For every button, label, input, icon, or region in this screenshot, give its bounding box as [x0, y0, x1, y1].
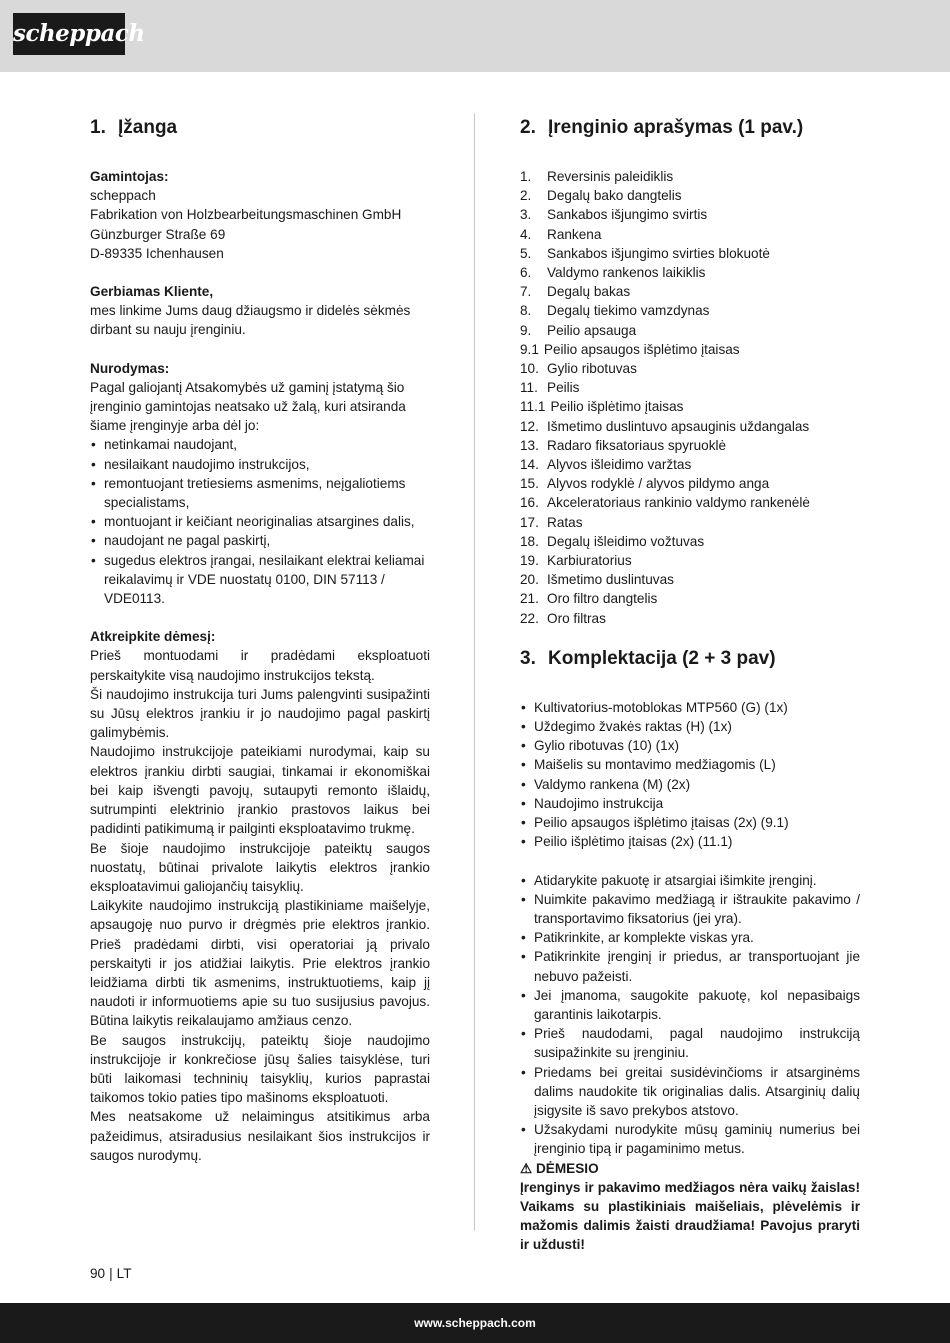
warning-text: Įrenginys ir pakavimo medžiagos nėra vaikų žaislas! Vaikams su plastikiniais maišeliais, plėvelėmis ir mažomis dalimis žaisti draudžiama! Pavojus praryti ir uždusti! — [520, 1179, 860, 1253]
part-item — [520, 474, 860, 493]
part-label: Karbiuratorius — [547, 553, 632, 569]
part-number: 21. — [520, 591, 539, 607]
manufacturer-line: Fabrikation von Holzbearbeitungsmaschinen GmbH — [90, 207, 402, 223]
part-label: Reversinis paleidiklis — [547, 169, 674, 184]
part-label: Degalų išleidimo vožtuvas — [547, 533, 705, 549]
page-footer-label — [90, 1266, 132, 1281]
part-item — [520, 205, 860, 224]
part-number: 10. — [520, 361, 539, 377]
part-number: 20. — [520, 572, 539, 588]
part-label: Peilio išplėtimo įtaisas — [550, 399, 684, 415]
part-label: Degalų bakas — [547, 284, 631, 300]
part-label: Peilis — [547, 380, 580, 396]
section-1-heading — [90, 116, 430, 140]
part-number: 13. — [520, 437, 539, 453]
client-text: mes linkime Jums daug džiaugsmo ir didelės sėkmės dirbant su nauju įrenginiu. — [90, 303, 411, 338]
section-2-heading — [520, 116, 860, 140]
part-item — [520, 225, 860, 244]
part-item — [520, 378, 860, 397]
page-header — [0, 0, 950, 72]
part-label: Rankena — [547, 226, 602, 242]
part-number: 11.1 — [520, 399, 546, 415]
list-item: • Užsakydami nurodykite mūsų gaminių numerius bei įrenginio tipą ir pagaminimo metus. — [520, 1120, 860, 1158]
note-title: Nurodymas: — [90, 360, 170, 376]
list-item: • Naudojimo instrukcija — [520, 794, 860, 813]
client-title: Gerbiamas Kliente, — [90, 284, 214, 300]
manufacturer-line: Günzburger Straße 69 — [90, 226, 226, 242]
part-item — [520, 359, 860, 378]
scheppach-logo: scheppach — [13, 13, 125, 55]
part-label: Valdymo rankenos laikiklis — [547, 265, 706, 281]
page-number: 90 — [90, 1266, 106, 1281]
list-item: • nesilaikant naudojimo instrukcijos, — [90, 455, 430, 474]
list-item: • Patikrinkite įrenginį ir priedus, ar transportuojant jie nebuvo pažeisti. — [520, 947, 860, 985]
kit-list — [520, 698, 860, 852]
part-number: 4. — [520, 226, 532, 242]
part-label: Peilio apsauga — [547, 322, 637, 338]
section-number: 2. — [520, 117, 536, 138]
section-title: Įžanga — [118, 117, 178, 138]
list-item: • Valdymo rankena (M) (2x) — [520, 775, 860, 794]
note-bullet-list — [90, 435, 430, 608]
part-item — [520, 551, 860, 570]
part-item — [520, 321, 860, 340]
list-item: • netinkamai naudojant, — [90, 435, 430, 454]
column-divider — [474, 113, 475, 1231]
part-item — [520, 186, 860, 205]
part-label: Degalų tiekimo vamzdynas — [547, 303, 710, 319]
part-number: 19. — [520, 553, 539, 569]
list-item: • Gylio ribotuvas (10) (1x) — [520, 736, 860, 755]
part-number: 14. — [520, 457, 539, 473]
section-number: 3. — [520, 647, 536, 669]
attention-block — [90, 627, 430, 1165]
part-item — [520, 263, 860, 282]
section-3-heading — [520, 647, 860, 671]
part-label: Ratas — [547, 514, 583, 530]
list-item: • naudojant ne pagal paskirtį, — [90, 531, 430, 550]
part-item — [520, 589, 860, 608]
part-label: Oro filtro dangtelis — [547, 591, 658, 607]
paragraph: Be šioje naudojimo instrukcijoje pateiktų saugos nuostatų, būtinai privalote laikytis elektros įrankio eksploatavimui galiojančių taisyklių. — [90, 840, 430, 894]
part-item — [520, 532, 860, 551]
list-item: • Prieš naudodami, pagal naudojimo instrukciją susipažinkite su įrenginiu. — [520, 1024, 860, 1062]
paragraph: Ši naudojimo instrukcija turi Jums palengvinti susipažinti su Jūsų elektros įrankiu ir jo naudojimo pagal paskirtį galimybėmis. — [90, 686, 430, 741]
part-label: Akceleratoriaus rankinio valdymo rankenėlė — [547, 495, 810, 511]
manufacturer-line: D-89335 Ichenhausen — [90, 245, 224, 261]
part-item — [520, 397, 860, 416]
list-item: • Peilio apsaugos išplėtimo įtaisas (2x) (9.1) — [520, 813, 860, 832]
note-block — [90, 359, 430, 609]
client-block — [90, 282, 430, 340]
part-item — [520, 244, 860, 263]
part-number: 5. — [520, 245, 532, 261]
part-number: 16. — [520, 495, 539, 511]
part-label: Oro filtras — [547, 610, 606, 626]
paragraph: Laikykite naudojimo instrukciją plastikiniame maišelyje, apsaugoję nuo purvo ir drėgmės prie elektros įrankio. Prieš pradėdami dirbti, visi operatoriai ją privalo perskaityti ir jos atidžiai laikytis. Prie elektros įrankio leidžiama dirbti tik asmenims, instruktuotiems, kaip jį naudoti ir informuotiems apie su tuo susijusius pavojus. Būtina laikytis reikalaujamo amžiaus cenzo. — [90, 898, 430, 1029]
part-number: 11. — [520, 380, 538, 396]
paragraph: Mes neatsakome už nelaimingus atsitikimus arba pažeidimus, atsiradusius nesilaikant šios instrukcijos ir saugos nurodymų. — [90, 1109, 430, 1163]
paragraph: Naudojimo instrukcijoje pateikiami nurodymai, kaip su elektros įrankiu dirbti saugiai, tinkamai ir ekonomiškai bei kaip išvengti pavojų, sutaupyti remonto išlaidų, sutrumpinti elektrinio įrankio prastovos laikus bei padidinti patikimumą ir pailginti eksploatavimo trukmę. — [90, 744, 430, 837]
part-label: Sankabos išjungimo svirties blokuotė — [547, 245, 770, 261]
spacer — [520, 852, 860, 871]
part-number: 2. — [520, 188, 532, 204]
left-column — [90, 116, 430, 1165]
list-item: • Uždegimo žvakės raktas (H) (1x) — [520, 717, 860, 736]
warning-title: DĖMESIO — [535, 1160, 599, 1176]
section-title: Komplektacija (2 + 3 pav) — [548, 647, 776, 669]
part-item — [520, 301, 860, 320]
part-number: 8. — [520, 303, 532, 319]
manufacturer-block — [90, 167, 430, 263]
part-number: 9.1 — [520, 341, 539, 357]
warning-heading — [520, 1159, 860, 1178]
part-label: Sankabos išjungimo svirtis — [547, 207, 708, 223]
part-item — [520, 513, 860, 532]
paragraph: Prieš montuodami ir pradėdami eksploatuoti perskaitykite visą naudojimo instrukcijos tekstą. — [90, 648, 430, 683]
section-title: Įrenginio aprašymas (1 pav.) — [548, 117, 804, 138]
part-item — [520, 493, 860, 512]
attention-title: Atkreipkite dėmesį: — [90, 629, 216, 645]
part-label: Gylio ribotuvas — [547, 361, 637, 377]
list-item: • Priedams bei greitai susidėvinčioms ir atsarginėms dalims naudokite tik originalias dalis. Atsarginių dalių įsigysite iš savo prekybos atstovo. — [520, 1063, 860, 1121]
part-number: 12. — [520, 418, 539, 434]
website-link[interactable]: www.scheppach.com — [414, 1316, 536, 1330]
part-label: Išmetimo duslintuvas — [547, 572, 674, 588]
part-label: Išmetimo duslintuvo apsauginis uždangalas — [547, 418, 810, 434]
part-label: Alyvos rodyklė / alyvos pildymo anga — [547, 476, 770, 492]
part-label: Alyvos išleidimo varžtas — [547, 457, 692, 473]
part-item — [520, 455, 860, 474]
list-item: • sugedus elektros įrangai, nesilaikant elektrai keliamai reikalavimų ir VDE nuostatų 0100, DIN 57113 / VDE0113. — [90, 551, 430, 609]
list-item: • Jei įmanoma, saugokite pakuotę, kol nepasibaigs garantinis laikotarpis. — [520, 986, 860, 1024]
page-footer — [0, 1303, 950, 1343]
list-item: • montuojant ir keičiant neoriginalias atsargines dalis, — [90, 512, 430, 531]
part-label: Peilio apsaugos išplėtimo įtaisas — [543, 341, 740, 357]
part-item — [520, 167, 860, 186]
separator: | — [109, 1266, 113, 1281]
warning-icon: ⚠ — [520, 1160, 533, 1176]
list-item: • Patikrinkite, ar komplekte viskas yra. — [520, 928, 860, 947]
part-number: 3. — [520, 207, 532, 223]
list-item: • Maišelis su montavimo medžiagomis (L) — [520, 755, 860, 774]
list-item: • Kultivatorius-motoblokas MTP560 (G) (1x) — [520, 698, 860, 717]
parts-list — [520, 167, 860, 628]
part-item — [520, 570, 860, 589]
part-number: 1. — [520, 169, 532, 184]
list-item: • remontuojant tretiesiems asmenims, neįgaliotiems specialistams, — [90, 474, 430, 512]
steps-list — [520, 871, 860, 1159]
section-number: 1. — [90, 117, 106, 138]
part-label: Radaro fiksatoriaus spyruoklė — [547, 437, 727, 453]
part-number: 6. — [520, 265, 532, 281]
part-item — [520, 282, 860, 301]
list-item: • Peilio išplėtimo įtaisas (2x) (11.1) — [520, 832, 860, 851]
part-number: 22. — [520, 610, 539, 626]
part-item — [520, 609, 860, 628]
manufacturer-line: scheppach — [90, 188, 156, 204]
part-item — [520, 340, 860, 359]
note-text: Pagal galiojantį Atsakomybės už gaminį įstatymą šio įrenginio gamintojas neatsako už žalą, kuri atsiranda šiame įrenginyje arba dėl jo: — [90, 379, 406, 434]
part-number: 9. — [520, 322, 532, 338]
paragraph: Be saugos instrukcijų, pateiktų šioje naudojimo instrukcijoje ir konkrečiose jūsų šalies taisyklėse, turi būti laikomasi techninių taisyklių, kurios paprastai taikomos tokio paties tipo mašinoms eksploatuoti. — [90, 1032, 430, 1106]
part-item — [520, 436, 860, 455]
part-number: 7. — [520, 284, 532, 300]
list-item: • Atidarykite pakuotę ir atsargiai išimkite įrenginį. — [520, 871, 860, 890]
part-number: 17. — [520, 514, 539, 530]
manufacturer-title: Gamintojas: — [90, 169, 169, 184]
part-number: 18. — [520, 533, 539, 549]
language-code: LT — [116, 1266, 132, 1281]
list-item: • Nuimkite pakavimo medžiagą ir ištraukite pakavimo / transportavimo fiksatorius (jei yra). — [520, 890, 860, 928]
part-label: Degalų bako dangtelis — [547, 188, 682, 204]
right-column — [520, 116, 860, 1255]
part-item — [520, 417, 860, 436]
part-number: 15. — [520, 476, 539, 492]
